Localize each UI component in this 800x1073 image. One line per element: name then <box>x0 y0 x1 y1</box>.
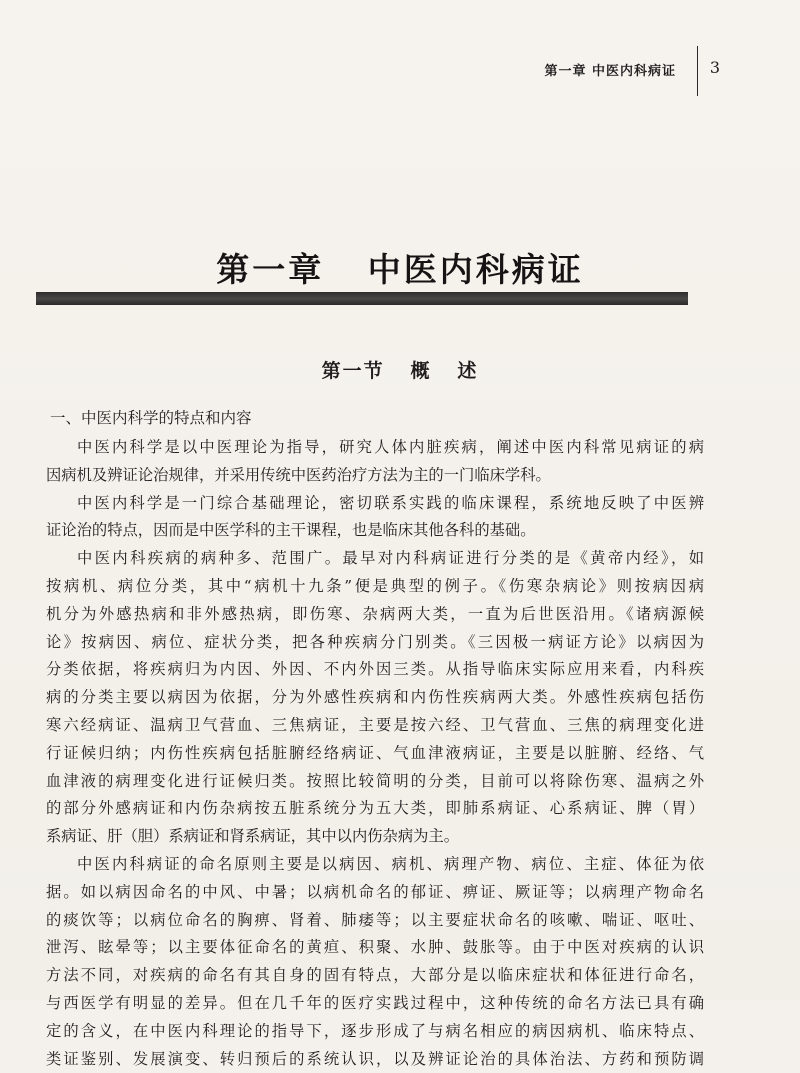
body-line: 系病证、肝（胆）系病证和肾系病证，其中以内伤杂病为主。 <box>46 827 460 846</box>
body-line: 行证候归纳；内伤性疾病包括脏腑经络病证、气血津液病证，主要是以脏腑、经络、气 <box>46 743 704 762</box>
body-line: 泄泻、眩晕等；以主要体征命名的黄疸、积聚、水肿、鼓胀等。由于中医对疾病的认识 <box>46 938 704 957</box>
body-line: 定的含义，在中医内科理论的指导下，逐步形成了与病名相应的病因病机、临床特点、 <box>46 1021 704 1040</box>
section-title: 第一节 概 述 <box>321 360 479 382</box>
body-line: 中医内科学是以中医理论为指导，研究人体内脏疾病，阐述中医内科常见病证的病 <box>77 438 704 456</box>
subsection-heading: 一、中医内科学的特点和内容 <box>50 409 252 427</box>
body-text <box>46 434 704 1073</box>
body-line: 中医内科学是一门综合基础理论，密切联系实践的临床课程，系统地反映了中医辨 <box>77 493 704 512</box>
body-line: 中医内科疾病的病种多、范围广。最早对内科病证进行分类的是《黄帝内经》，如 <box>77 549 704 568</box>
body-line: 与西医学有明显的差异。但在几千年的医疗实践过程中，这种传统的命名方法已具有确 <box>46 993 704 1012</box>
body-line: 分类依据，将疾病归为内因、外因、不内外因三类。从指导临床实际应用来看，内科疾 <box>46 660 704 679</box>
body-line: 证论治的特点，因而是中医学科的主干课程，也是临床其他各科的基础。 <box>46 521 536 540</box>
running-head <box>480 58 776 84</box>
body-line: 类证鉴别、发展演变、转归预后的系统认识，以及辨证论治的具体治法、方药和预防调 <box>46 1049 704 1068</box>
body-line: 论》按病因、病位、症状分类，把各种疾病分门别类。《三因极一病证方论》以病因为 <box>46 632 704 651</box>
body-line: 按病机、病位分类，其中“病机十九条”便是典型的例子。《伤寒杂病论》则按病因病 <box>46 576 704 595</box>
running-head-divider <box>697 46 698 96</box>
body-line: 病的分类主要以病因为依据，分为外感性疾病和内伤性疾病两大类。外感性疾病包括伤 <box>46 688 704 707</box>
body-line: 血津液的病理变化进行证候归类。按照比较简明的分类，目前可以将除伤寒、温病之外 <box>46 771 704 790</box>
page-number: 3 <box>709 58 720 77</box>
body-line: 方法不同，对疾病的命名有其自身的固有特点，大部分是以临床症状和体征进行命名， <box>46 966 704 985</box>
running-head-chapter: 第一章 中医内科病证 <box>544 64 676 79</box>
body-line: 的部分外感病证和内伤杂病按五脏系统分为五大类，即肺系病证、心系病证、脾（胃） <box>46 799 704 818</box>
body-line: 中医内科病证的命名原则主要是以病因、病机、病理产物、病位、主症、体征为依 <box>77 854 704 873</box>
body-line: 因病机及辨证论治规律，并采用传统中医药治疗方法为主的一门临床学科。 <box>46 465 551 484</box>
body-line: 据。如以病因命名的中风、中暑；以病机命名的郁证、痹证、厥证等；以病理产物命名 <box>46 882 704 901</box>
body-line: 寒六经病证、温病卫气营血、三焦病证，主要是按六经、卫气营血、三焦的病理变化进 <box>46 715 704 734</box>
chapter-title: 第一章 中医内科病证 <box>216 250 584 289</box>
chapter-title-bar <box>36 292 688 305</box>
body-line: 机分为外感热病和非外感热病，即伤寒、杂病两大类，一直为后世医沿用。《诸病源候 <box>46 604 704 623</box>
body-line: 的痰饮等；以病位命名的胸痹、肾着、肺痿等；以主要症状命名的咳嗽、喘证、呕吐、 <box>46 910 704 929</box>
